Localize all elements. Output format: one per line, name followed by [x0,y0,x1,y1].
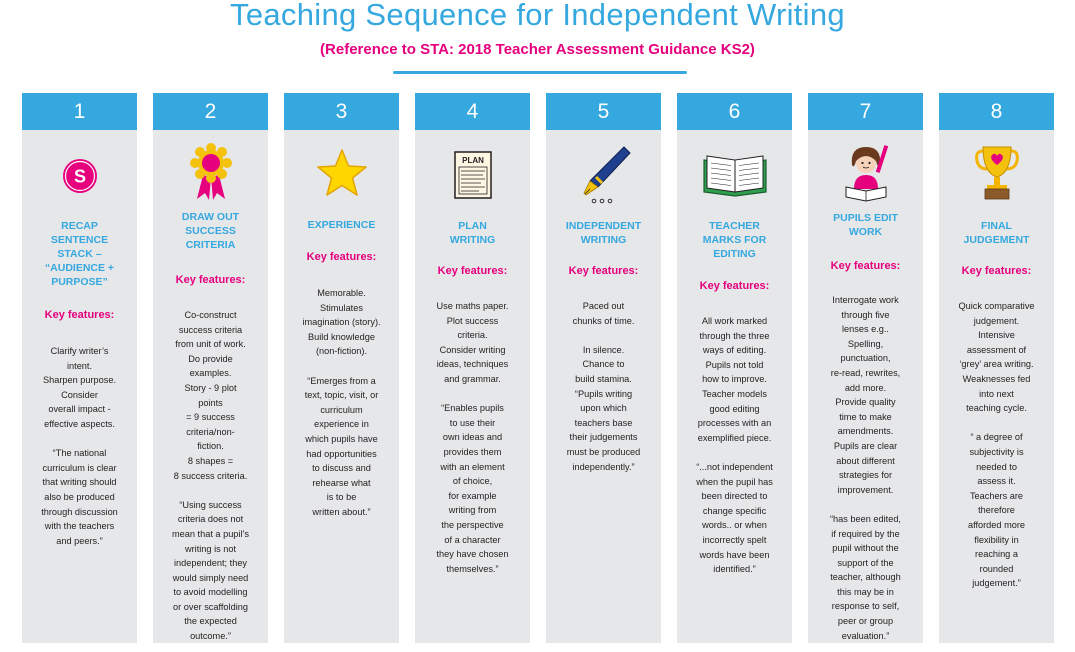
key-features-label: Key features: [437,265,508,277]
step-heading: EXPERIENCE [307,219,376,231]
step-card-6 [677,93,792,643]
step-number: 3 [284,93,399,130]
key-features-label: Key features: [961,265,1032,277]
letter-s-badge-icon [22,158,137,194]
step-card-2 [153,93,268,643]
fountain-pen-icon [546,143,661,209]
plan-paper-icon [415,150,530,200]
open-book-icon [677,150,792,198]
key-features-label: Key features: [44,309,115,321]
step-body: Memorable. Stimulates imagination (story). Build knowledge (non-fiction). “Emerges from a text, topic, visit, or curriculum experience in which pupils have had opportunities to discuss and rehearse what is to be written about.” [302,288,381,517]
step-number: 7 [808,93,923,130]
svg-text:S: S [73,166,86,187]
step-body: Clarify writer’s intent. Sharpen purpose. Consider overall impact - effective aspects. “The national curriculum is clear that writing should also be produced through discussion with the teachers and peers.” [41,346,118,546]
page-title: Teaching Sequence for Independent Writing [230,0,845,32]
step-number: 6 [677,93,792,130]
step-number: 4 [415,93,530,130]
step-body: Interrogate work through five lenses e.g.. Spelling, punctuation, re-read, rewrites, add more. Provide quality time to make amendments. Pupils are clear about different strategies for improvement. “has been edited, if required by the pupil without the support of the teacher, although this may be in response to self, peer or group evaluation.” [829,295,901,641]
key-features-label: Key features: [568,265,639,277]
trophy-icon [939,143,1054,201]
page-subtitle: (Reference to STA: 2018 Teacher Assessment Guidance KS2) [320,41,755,58]
step-heading: TEACHER MARKS FOR EDITING [702,220,767,260]
step-card-3 [284,93,399,643]
step-heading: PUPILS EDIT WORK [833,212,898,238]
step-body: Use maths paper. Plot success criteria. Consider writing ideas, techniques and grammar. “Enables pupils to use their own ideas and provides them with an element of choice, for example writing from the perspective of a character they have chosen themselves.” [436,301,509,574]
step-body: Quick comparative judgement. Intensive assessment of ‘grey’ area writing. Weaknesses fed into next teaching cycle. “ a degree of subjectivity is needed to assess it. Teachers are therefore afforded more flexibility in reaching a rounded judgement.” [958,301,1035,589]
key-features-label: Key features: [306,251,377,263]
step-heading: DRAW OUT SUCCESS CRITERIA [181,211,240,251]
step-number: 2 [153,93,268,130]
title-underline [393,71,687,74]
key-features-label: Key features: [175,274,246,286]
step-number: 8 [939,93,1054,130]
step-card-7 [808,93,923,643]
step-card-4 [415,93,530,643]
step-body: All work marked through the three ways of editing. Pupils not told how to improve. Teacher models good editing processes with an exemplified piece. “...not independent when the pupil has been directed to change specific words.. or when incorrectly spelt words have been identified.” [696,316,773,575]
step-heading: RECAP SENTENCE STACK – “AUDIENCE + PURPOSE” [44,220,115,288]
step-number: 5 [546,93,661,130]
rosette-icon [153,143,268,201]
step-heading: FINAL JUDGEMENT [963,220,1030,246]
plan-icon-label: PLAN [461,156,484,165]
key-features-label: Key features: [830,260,901,272]
step-card-5 [546,93,661,643]
step-heading: INDEPENDENT WRITING [565,220,642,246]
step-card-8 [939,93,1054,643]
pupil-writing-icon [808,139,923,203]
key-features-label: Key features: [699,280,770,292]
step-heading: PLAN WRITING [449,220,496,246]
step-card-1 [22,93,137,643]
step-number: 1 [22,93,137,130]
step-body: Paced out chunks of time. In silence. Chance to build stamina. “Pupils writing upon which teachers base their judgements must be produced independently.” [566,301,641,472]
step-body: Co-construct success criteria from unit of work. Do provide examples. Story - 9 plot points = 9 success criteria/non- fiction. 8 shapes = 8 success criteria. “Using success criteria does not mean that a pupil’s writing is not independent; they would simply need to avoid modelling or over scaffolding the expected outcome.” [172,310,249,642]
star-icon [284,148,399,198]
